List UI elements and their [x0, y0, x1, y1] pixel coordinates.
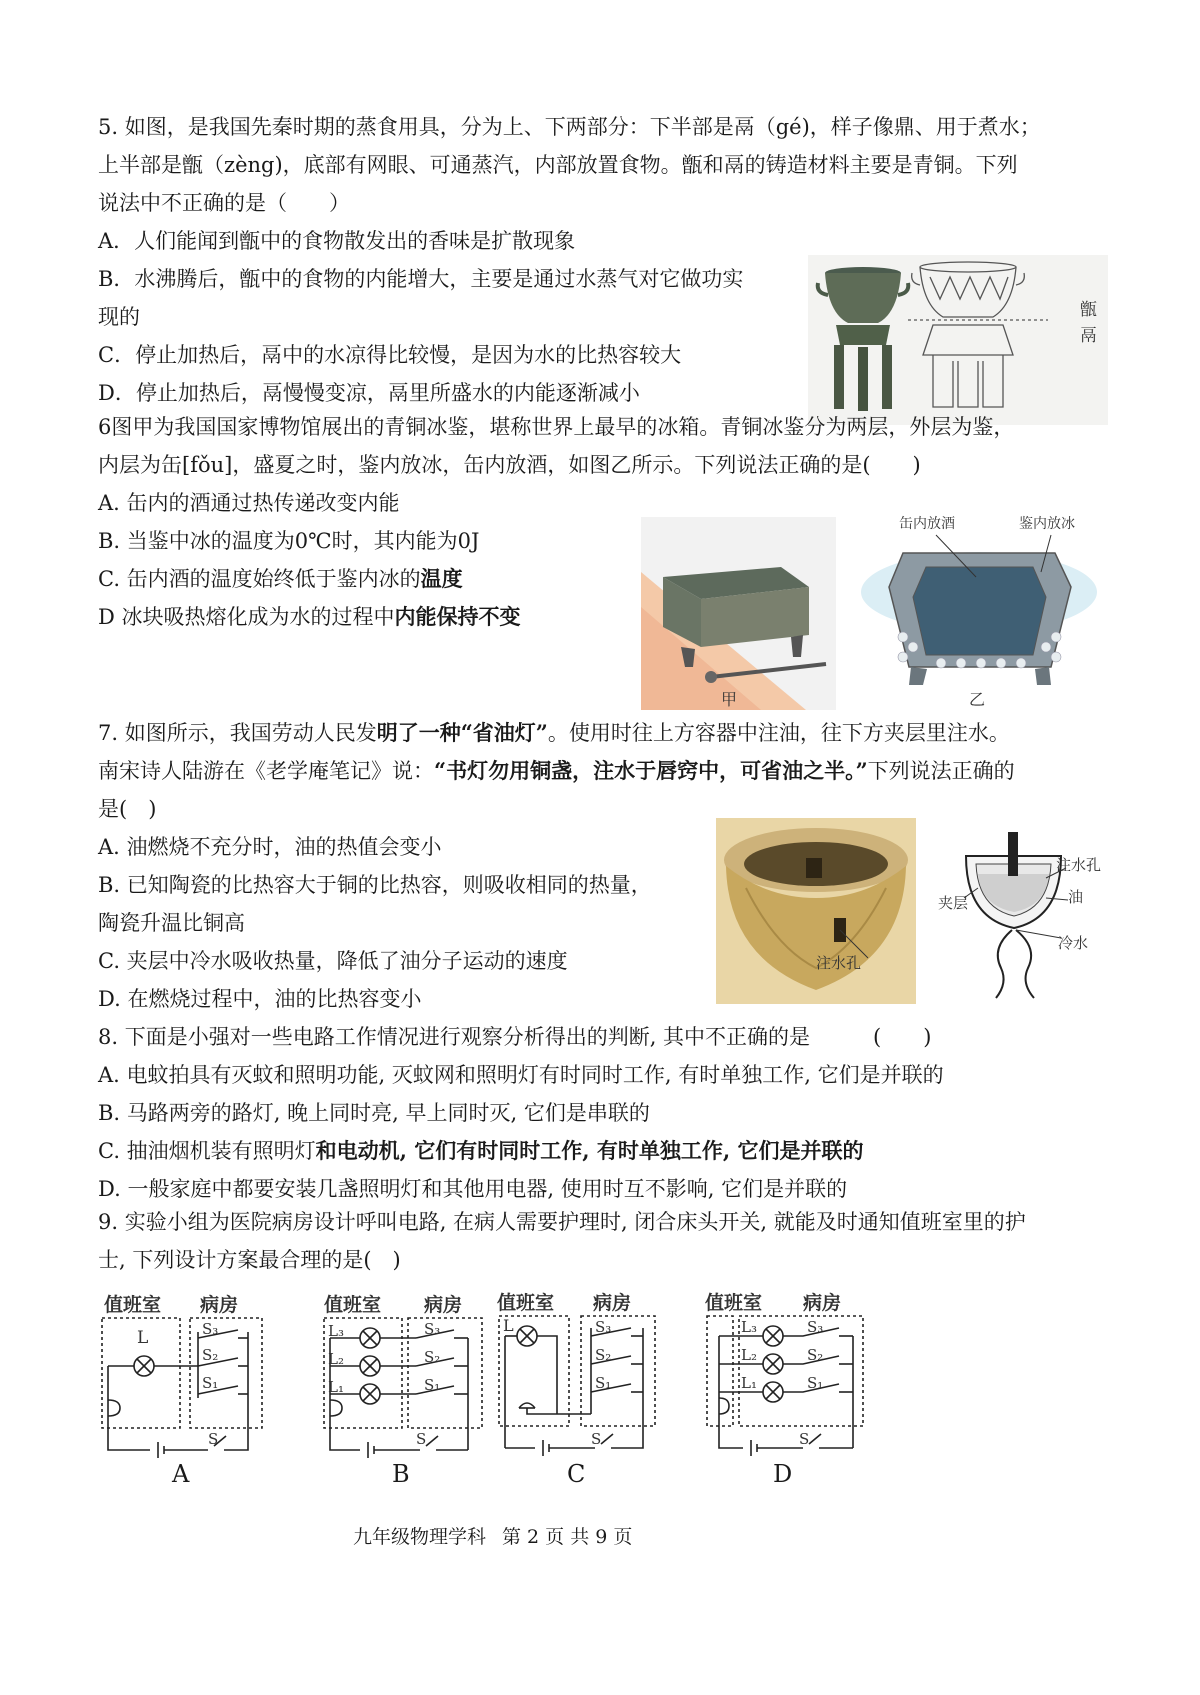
q7-option-d: D. 在燃烧过程中，油的比热容变小: [98, 987, 422, 1011]
label-cold-water: 冷水: [1058, 934, 1089, 952]
q7-option-a: A. 油燃烧不充分时，油的热值会变小: [98, 835, 442, 859]
label-oil: 油: [1068, 888, 1084, 906]
circuit-b-s1: S₁: [424, 1376, 441, 1394]
circuit-a-ward: 病房: [200, 1294, 239, 1316]
q5-option-b-line1: B．水沸腾后，甑中的食物的内能增大，主要是通过水蒸气对它做功实: [98, 267, 744, 291]
circuit-d-s: S: [799, 1430, 810, 1448]
q6-option-b: B. 当鉴中冰的温度为0℃时，其内能为0J: [98, 529, 480, 553]
label-yi: 乙: [969, 690, 986, 709]
q9-stem-line2: 士, 下列设计方案最合理的是( ): [98, 1248, 401, 1272]
circuit-d-ward: 病房: [803, 1292, 842, 1314]
q7-stem-text1b: 。使用时往上方容器中注油，往下方夹层里注水。: [547, 721, 1010, 745]
q8-stem: 8. 下面是小强对一些电路工作情况进行观察分析得出的判断, 其中不正确的是 ( ): [98, 1025, 932, 1049]
circuit-a-label: A: [172, 1460, 190, 1488]
circuit-a-s2: S₂: [202, 1346, 219, 1364]
q6-option-c: [98, 564, 463, 594]
label-jia: 甲: [721, 690, 738, 709]
q8-option-d: D. 一般家庭中都要安装几盏照明灯和其他用电器, 使用时互不影响, 它们是并联的: [98, 1177, 848, 1201]
page-footer: [353, 1522, 632, 1549]
circuit-d-label: D: [773, 1460, 793, 1488]
circuit-c-duty-room: 值班室: [497, 1292, 555, 1314]
q5-option-a: A．人们能闻到甑中的食物散发出的香味是扩散现象: [98, 229, 576, 253]
q7-stem-line3: 是( ): [98, 797, 157, 821]
q7-stem-line1: [98, 718, 1010, 748]
q6-option-c-text: C. 缶内酒的温度始终低于鉴内冰的: [98, 567, 421, 591]
q6-option-d-text: D 冰块吸热熔化成为水的过程中: [98, 605, 395, 629]
circuit-b-duty-room: 值班室: [324, 1294, 382, 1316]
q6-stem-line2: 内层为缶[fǒu]，盛夏之时，鉴内放冰，缶内放酒，如图乙所示。下列说法正确的是( ): [98, 453, 921, 477]
q5-option-d: D．停止加热后，鬲慢慢变凉，鬲里所盛水的内能逐渐减小: [98, 381, 640, 405]
q7-stem-text2b: 下列说法正确的: [867, 759, 1015, 783]
circuit-d-l1: L₁: [741, 1374, 757, 1392]
footer-page-number: 第 2 页 共 9 页: [502, 1526, 633, 1548]
circuit-a-s: S: [208, 1430, 219, 1448]
q5-figure-bronze-steamer: [808, 255, 1108, 425]
q5-option-c: C．停止加热后，鬲中的水凉得比较慢，是因为水的比热容较大: [98, 343, 682, 367]
label-jian-ice: 鉴内放冰: [1019, 516, 1075, 532]
q8-option-a: A. 电蚊拍具有灭蚊和照明功能, 灭蚊网和照明灯有时同时工作, 有时单独工作, 它们是并联的: [98, 1063, 944, 1087]
q7-stem-text2: 南宋诗人陆游在《老学庵笔记》说：: [98, 759, 434, 783]
ice-chest-illustration: [641, 517, 1106, 710]
circuit-d-l2: L₂: [741, 1346, 757, 1364]
circuit-b-l3: L₃: [328, 1322, 344, 1340]
q8-option-b: B. 马路两旁的路灯, 晚上同时亮, 早上同时灭, 它们是串联的: [98, 1101, 650, 1125]
q7-stem-bold2: “书灯勿用铜盏，注水于唇窍中，可省油之半。”: [434, 758, 868, 783]
label-fou-wine: 缶内放酒: [899, 516, 955, 532]
circuit-c-s2: S₂: [595, 1346, 612, 1364]
label-fill-hole-left: 注水孔: [816, 954, 862, 972]
q5-stem-line2: 上半部是甑（zèng)，底部有网眼、可通蒸汽，内部放置食物。甑和鬲的铸造材料主要是青铜。下列: [98, 153, 1018, 177]
circuit-a-s1: S₁: [202, 1374, 219, 1392]
circuit-c-label: C: [567, 1460, 586, 1488]
circuit-c-diagram: [495, 1314, 675, 1474]
q7-option-b-line2: 陶瓷升温比铜高: [98, 911, 245, 935]
circuit-b-label: B: [392, 1460, 410, 1488]
circuit-d-s3: S₃: [807, 1318, 824, 1336]
q8-option-c-bold: 和电动机, 它们有时同时工作, 有时单独工作, 它们是并联的: [315, 1138, 864, 1163]
q6-option-c-bold: 温度: [420, 566, 463, 591]
circuit-d-s2: S₂: [807, 1346, 824, 1364]
q9-stem-line1: 9. 实验小组为医院病房设计呼叫电路, 在病人需要护理时, 闭合床头开关, 就能及时通知值班室里的护: [98, 1210, 1026, 1234]
circuit-a-duty-room: 值班室: [104, 1294, 162, 1316]
circuit-a: [98, 1290, 278, 1490]
circuit-b-ward: 病房: [424, 1294, 463, 1316]
circuit-c-ward: 病房: [593, 1292, 632, 1314]
circuit-b-s3: S₃: [424, 1320, 441, 1338]
circuit-c: [495, 1288, 675, 1490]
circuit-c-s3: S₃: [595, 1318, 612, 1336]
q6-option-a: A. 缶内的酒通过热传递改变内能: [98, 491, 400, 515]
q8-option-c: [98, 1136, 864, 1166]
circuit-b-diagram: [320, 1316, 500, 1476]
circuit-a-lamp-label: L: [137, 1328, 149, 1348]
bronze-steamer-illustration: [808, 255, 1108, 425]
footer-subject: 九年级物理学科: [353, 1526, 487, 1548]
q7-option-b-line1: B. 已知陶瓷的比热容大于铜的比热容，则吸收相同的热量，: [98, 873, 652, 897]
q5-stem-line3: 说法中不正确的是（ ）: [98, 191, 350, 215]
circuit-b: [320, 1290, 500, 1490]
q7-stem-line2: [98, 756, 1015, 786]
label-layer: 夹层: [938, 894, 969, 912]
label-zeng: 甑: [1080, 300, 1097, 320]
circuit-d-l3: L₃: [741, 1318, 757, 1336]
q7-stem-bold1: 明了一种“省油灯”: [376, 720, 548, 745]
circuit-d-s1: S₁: [807, 1374, 824, 1392]
label-li: 鬲: [1080, 326, 1097, 346]
circuit-a-diagram: [98, 1316, 278, 1476]
q8-option-c-text: C. 抽油烟机装有照明灯: [98, 1139, 316, 1163]
circuit-a-s3: S₃: [202, 1320, 219, 1338]
q7-stem-text1: 7. 如图所示，我国劳动人民发: [98, 721, 377, 745]
circuit-d-diagram: [703, 1314, 883, 1474]
q6-stem-line1: 6图甲为我国国家博物馆展出的青铜冰鉴，堪称世界上最早的冰箱。青铜冰鉴分为两层，外层为鉴，: [98, 415, 1015, 439]
q7-figure-oil-lamp: [716, 818, 1106, 1004]
q6-figure-ice-chest: [641, 517, 1106, 710]
circuit-b-s: S: [416, 1430, 427, 1448]
q6-option-d-bold: 内能保持不变: [394, 604, 521, 629]
q5-stem-line1: 5. 如图，是我国先秦时期的蒸食用具，分为上、下两部分：下半部是鬲（gé)，样子像鼎、用于煮水；: [98, 115, 1041, 139]
circuit-b-s2: S₂: [424, 1348, 441, 1366]
circuit-c-s: S: [591, 1430, 602, 1448]
label-fill-hole-right: 注水孔: [1056, 856, 1102, 874]
oil-lamp-illustration: [716, 818, 1106, 1004]
circuit-d: [703, 1288, 883, 1490]
q5-option-b-line2: 现的: [98, 305, 140, 329]
circuit-c-s1: S₁: [595, 1374, 612, 1392]
q7-option-c: C. 夹层中冷水吸收热量，降低了油分子运动的速度: [98, 949, 568, 973]
circuit-b-l2: L₂: [328, 1350, 344, 1368]
q6-option-d: [98, 602, 521, 632]
circuit-b-l1: L₁: [328, 1378, 344, 1396]
circuit-d-duty-room: 值班室: [705, 1292, 763, 1314]
circuit-c-lamp-label: L: [503, 1316, 514, 1335]
